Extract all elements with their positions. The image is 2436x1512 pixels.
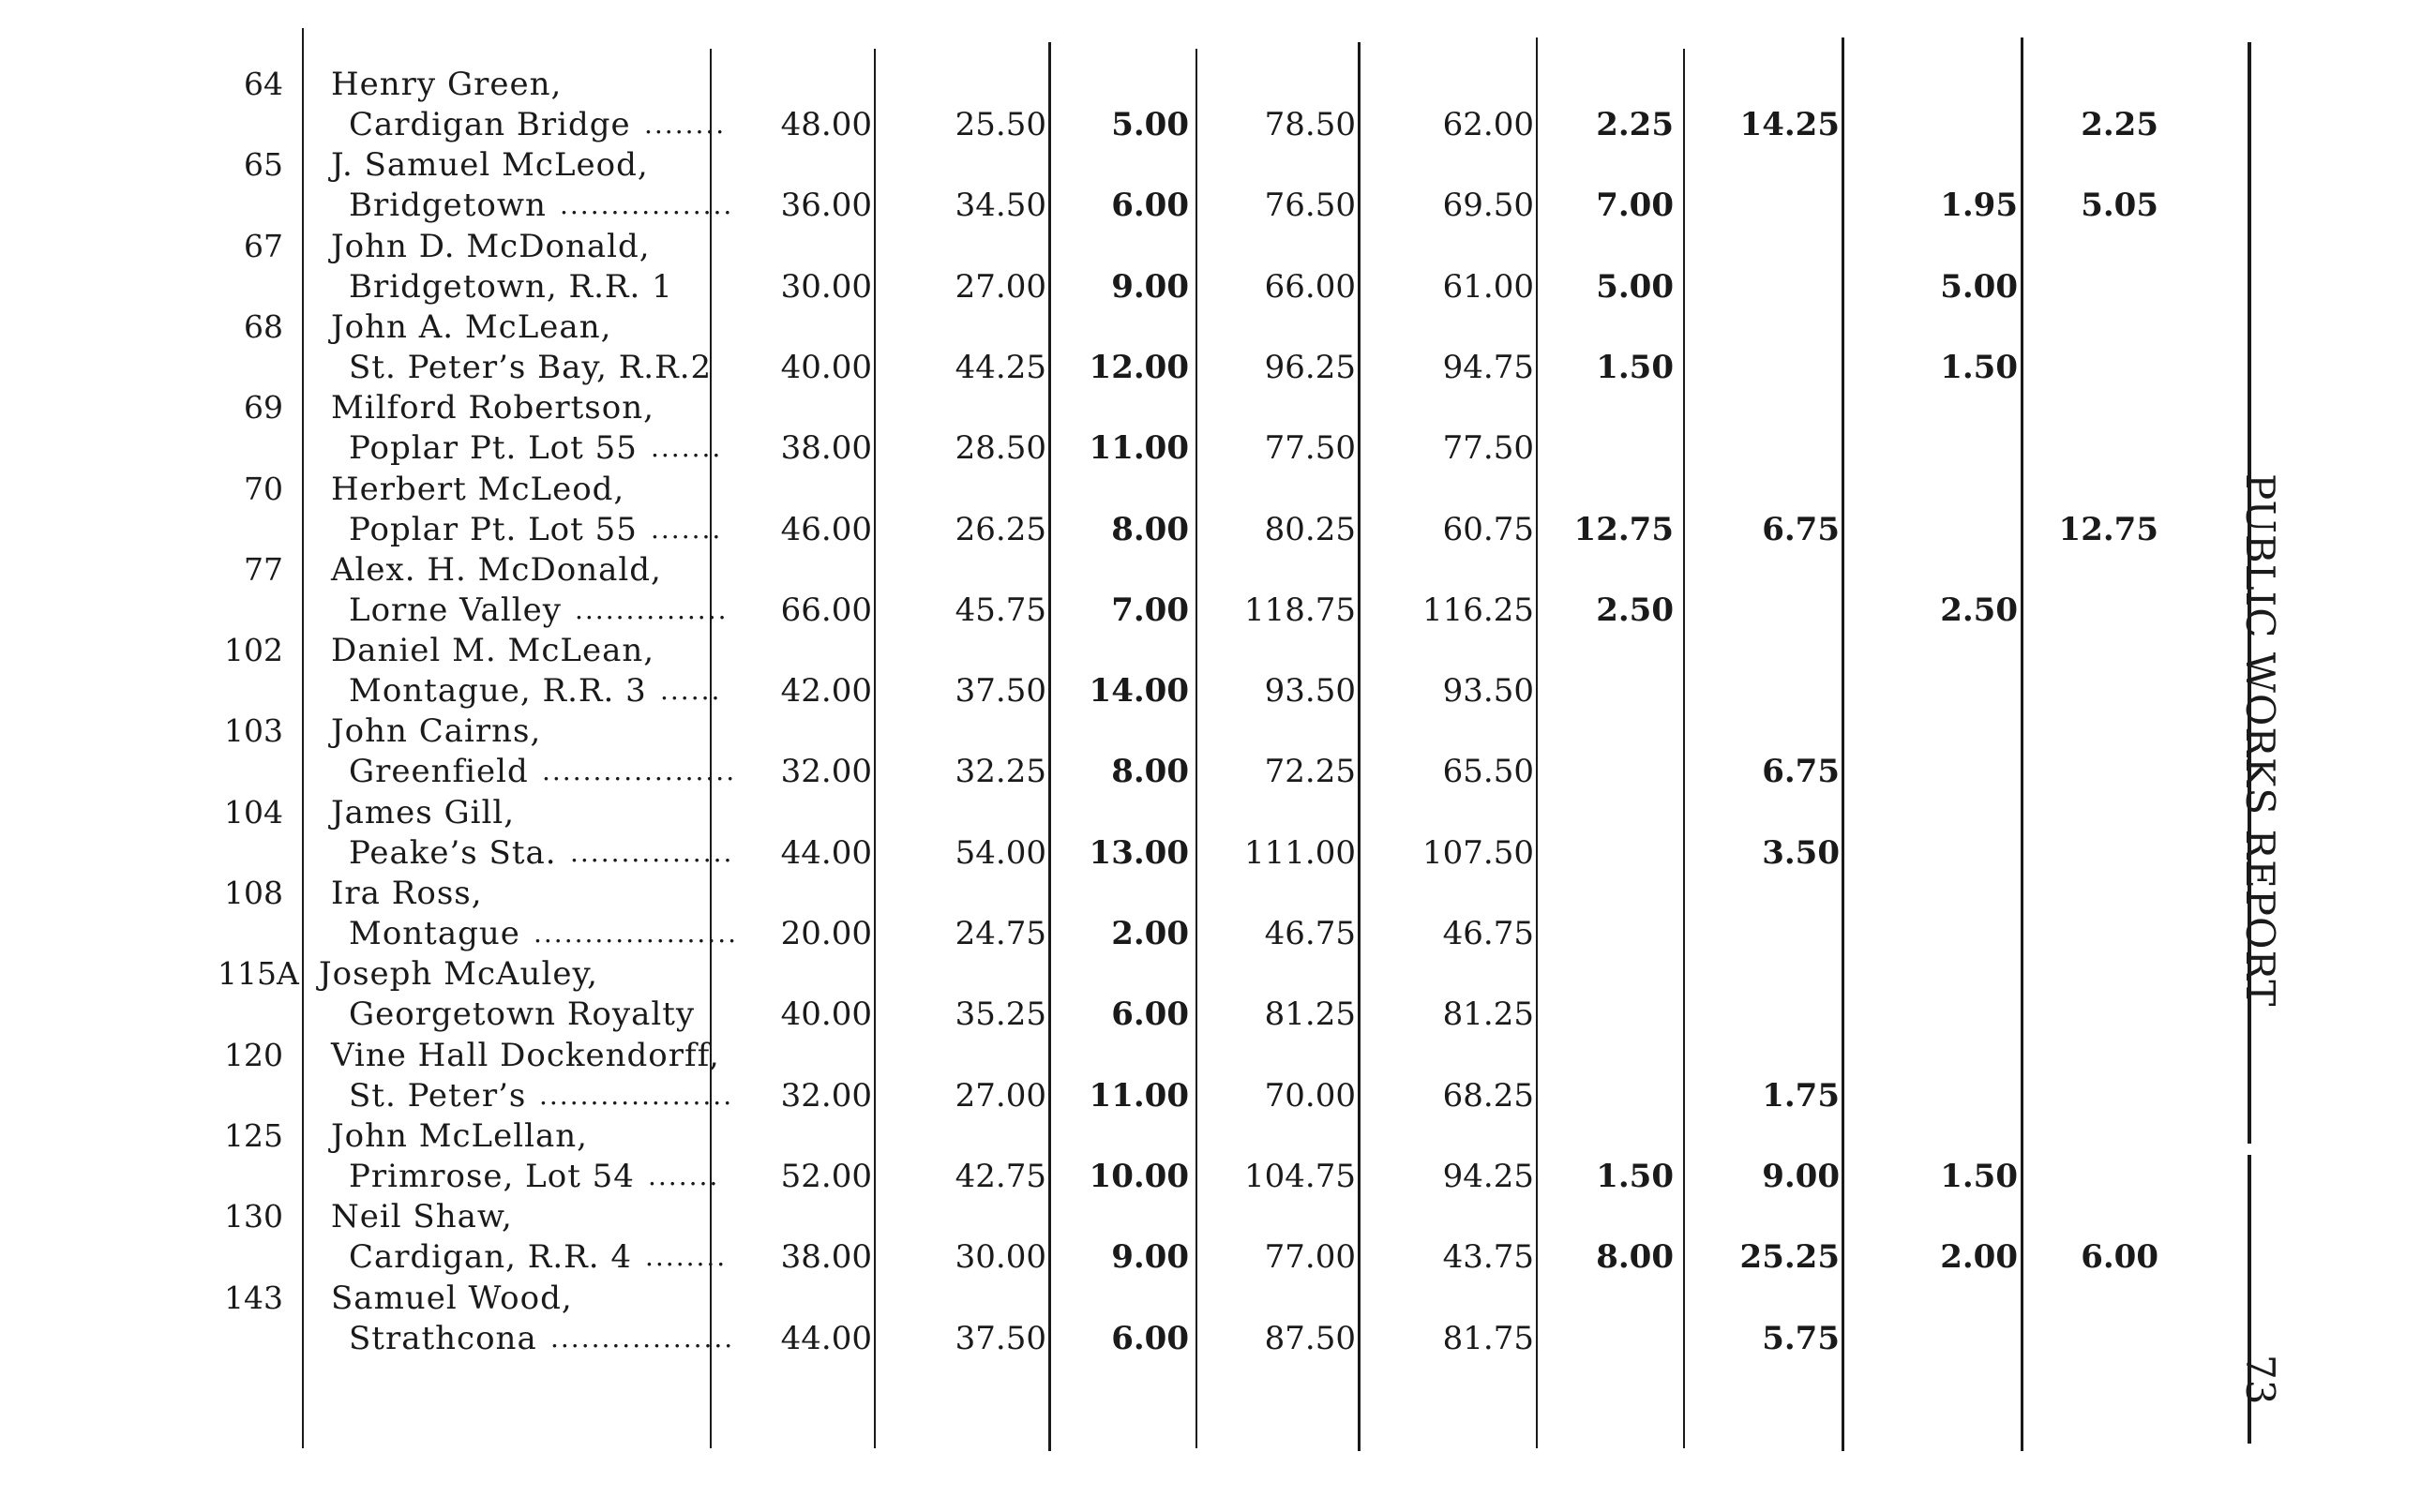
- row-number: 108: [224, 875, 283, 911]
- leader-dots: ...................: [542, 756, 737, 787]
- payee-name: James Gill,: [331, 793, 516, 831]
- leader-dots: ...............: [575, 593, 729, 625]
- amount-col-5: 94.75: [1442, 348, 1534, 386]
- amount-col-3: 8.00: [1111, 510, 1189, 548]
- amount-col-3: 6.00: [1111, 187, 1189, 225]
- amount-col-1: 44.00: [780, 833, 872, 872]
- row-number: 70: [244, 470, 283, 507]
- payee-name: J. Samuel McLeod,: [331, 146, 649, 185]
- payee-address: Montague: [349, 915, 520, 952]
- amount-col-7: 25.25: [1739, 1238, 1840, 1277]
- row-number: 65: [244, 146, 283, 184]
- leader-dots: ..................: [550, 1322, 735, 1354]
- amount-col-8: 1.50: [1940, 1157, 2018, 1195]
- amount-col-1: 38.00: [780, 429, 872, 468]
- leader-dots: [686, 268, 703, 306]
- payee-name: Alex. H. McDonald,: [331, 550, 662, 589]
- payee-address: Poplar Pt. Lot 55: [349, 510, 638, 548]
- amount-col-1: 46.00: [780, 510, 872, 548]
- amount-col-4: 111.00: [1244, 833, 1356, 872]
- amount-col-1: 48.00: [780, 106, 872, 143]
- leader-dots: .......: [651, 513, 723, 545]
- amount-col-5: 68.25: [1442, 1076, 1534, 1115]
- amount-col-3: 12.00: [1089, 348, 1189, 386]
- row-number: 103: [224, 712, 283, 750]
- amount-col-8: 1.50: [1940, 348, 2018, 386]
- amount-col-7: 1.75: [1762, 1076, 1840, 1115]
- row-number: 102: [224, 632, 283, 669]
- amount-col-2: 44.25: [955, 348, 1046, 386]
- amount-col-4: 66.00: [1264, 267, 1356, 306]
- amount-col-5: 116.25: [1422, 591, 1534, 629]
- payee-address: Lorne Valley: [349, 591, 562, 629]
- amount-col-1: 32.00: [780, 753, 872, 791]
- amount-col-1: 40.00: [780, 348, 872, 386]
- amount-col-6: 1.50: [1596, 1157, 1674, 1195]
- amount-col-8: 1.95: [1940, 187, 2018, 225]
- amount-col-4: 77.50: [1264, 429, 1356, 468]
- table-row: [0, 1276, 2436, 1356]
- amount-col-6: 2.25: [1596, 106, 1674, 143]
- table-row: [0, 628, 2436, 709]
- row-number: 130: [224, 1198, 283, 1235]
- amount-col-9: 2.25: [2081, 106, 2158, 143]
- row-number: 120: [224, 1036, 283, 1073]
- payee-name: Henry Green,: [331, 66, 563, 103]
- payee-address: Poplar Pt. Lot 55: [349, 429, 638, 468]
- table-row: [0, 305, 2436, 385]
- report-title: PUBLIC WORKS REPORT: [2237, 473, 2283, 1008]
- amount-col-2: 42.75: [955, 1157, 1046, 1195]
- leader-dots: ...................: [539, 1079, 734, 1111]
- page-number: 73: [2237, 1355, 2283, 1405]
- amount-col-3: 5.00: [1111, 106, 1189, 143]
- amount-col-3: 11.00: [1089, 429, 1189, 468]
- amount-col-7: 9.00: [1762, 1157, 1840, 1195]
- payee-address: St. Peter’s Bay, R.R.2: [349, 348, 713, 386]
- leader-dots: .......: [648, 1160, 720, 1191]
- amount-col-2: 25.50: [955, 106, 1046, 143]
- amount-col-3: 6.00: [1111, 996, 1189, 1034]
- amount-col-1: 44.00: [780, 1319, 872, 1357]
- amount-col-4: 77.00: [1264, 1238, 1356, 1277]
- amount-col-6: 7.00: [1596, 187, 1674, 225]
- row-number: 69: [244, 389, 283, 427]
- amount-col-2: 28.50: [955, 429, 1046, 468]
- amount-col-7: 6.75: [1762, 510, 1840, 548]
- amount-col-4: 118.75: [1244, 591, 1356, 629]
- amount-col-5: 69.50: [1442, 187, 1534, 225]
- payee-address: Montague, R.R. 3: [349, 672, 647, 711]
- row-number: 143: [224, 1279, 283, 1316]
- amount-col-5: 94.25: [1442, 1157, 1534, 1195]
- leader-dots: ......: [660, 675, 722, 707]
- payee-name: John D. McDonald,: [331, 227, 651, 265]
- amount-col-4: 76.50: [1264, 187, 1356, 225]
- amount-col-1: 42.00: [780, 672, 872, 711]
- table-row: [0, 385, 2436, 466]
- leader-dots: ................: [570, 836, 734, 868]
- leader-dots: ........: [645, 1241, 728, 1273]
- amount-col-1: 36.00: [780, 187, 872, 225]
- amount-col-3: 9.00: [1111, 267, 1189, 306]
- table-row: [0, 1194, 2436, 1275]
- amount-col-5: 60.75: [1442, 510, 1534, 548]
- amount-col-2: 45.75: [955, 591, 1046, 629]
- amount-col-4: 93.50: [1264, 672, 1356, 711]
- amount-col-2: 37.50: [955, 1319, 1046, 1357]
- amount-col-5: 107.50: [1422, 833, 1534, 872]
- amount-col-9: 12.75: [2058, 510, 2158, 548]
- amount-col-4: 87.50: [1264, 1319, 1356, 1357]
- amount-col-2: 27.00: [955, 267, 1046, 306]
- amount-col-3: 2.00: [1111, 915, 1189, 952]
- amount-col-2: 24.75: [955, 915, 1046, 952]
- amount-col-2: 34.50: [955, 187, 1046, 225]
- table-row: [0, 62, 2436, 142]
- amount-col-1: 40.00: [780, 996, 872, 1034]
- amount-col-5: 61.00: [1442, 267, 1534, 306]
- table-row: [0, 790, 2436, 871]
- amount-col-2: 35.25: [955, 996, 1046, 1034]
- amount-col-3: 13.00: [1089, 833, 1189, 872]
- amount-col-4: 70.00: [1264, 1076, 1356, 1115]
- amount-col-3: 10.00: [1089, 1157, 1189, 1195]
- payee-address: Cardigan Bridge: [349, 106, 631, 143]
- amount-col-5: 81.25: [1442, 996, 1534, 1034]
- payee-address: Peake’s Sta.: [349, 833, 557, 872]
- amount-col-4: 96.25: [1264, 348, 1356, 386]
- payee-name: Joseph McAuley,: [319, 955, 598, 994]
- table-row: [0, 1033, 2436, 1114]
- payee-address: Strathcona: [349, 1319, 537, 1357]
- amount-col-6: 1.50: [1596, 348, 1674, 386]
- amount-col-2: 27.00: [955, 1076, 1046, 1115]
- amount-col-6: 8.00: [1596, 1238, 1674, 1277]
- payee-address: Bridgetown: [349, 187, 547, 225]
- amount-col-1: 52.00: [780, 1157, 872, 1195]
- payee-name: John A. McLean,: [331, 307, 612, 346]
- amount-col-3: 8.00: [1111, 753, 1189, 791]
- row-number: 125: [224, 1116, 283, 1154]
- leader-dots: ....................: [534, 918, 739, 949]
- amount-col-4: 72.25: [1264, 753, 1356, 791]
- amount-col-4: 81.25: [1264, 996, 1356, 1034]
- table-row: [0, 547, 2436, 628]
- amount-col-7: 14.25: [1739, 106, 1840, 143]
- payee-address: Greenfield: [349, 753, 529, 791]
- amount-col-5: 46.75: [1442, 915, 1534, 952]
- amount-col-8: 2.50: [1940, 591, 2018, 629]
- amount-col-5: 81.75: [1442, 1319, 1534, 1357]
- amount-col-3: 7.00: [1111, 591, 1189, 629]
- row-number: 115A: [218, 955, 299, 993]
- payee-name: John McLellan,: [331, 1116, 588, 1155]
- amount-col-3: 6.00: [1111, 1319, 1189, 1357]
- table-row: [0, 142, 2436, 223]
- payee-address: St. Peter’s: [349, 1076, 527, 1115]
- amount-col-5: 77.50: [1442, 429, 1534, 468]
- amount-col-3: 9.00: [1111, 1238, 1189, 1277]
- amount-col-4: 80.25: [1264, 510, 1356, 548]
- amount-col-2: 32.25: [955, 753, 1046, 791]
- amount-col-3: 14.00: [1089, 672, 1189, 711]
- amount-col-9: 5.05: [2081, 187, 2158, 225]
- amount-col-1: 30.00: [780, 267, 872, 306]
- row-number: 68: [244, 307, 283, 345]
- payee-address: Cardigan, R.R. 4: [349, 1238, 632, 1277]
- leader-dots: ........: [644, 109, 727, 140]
- payee-name: John Cairns,: [331, 712, 542, 751]
- amount-col-8: 5.00: [1940, 267, 2018, 306]
- amount-col-2: 54.00: [955, 833, 1046, 872]
- payee-address: Georgetown Royalty: [349, 996, 696, 1034]
- payee-name: Ira Ross,: [331, 875, 483, 912]
- amount-col-5: 43.75: [1442, 1238, 1534, 1277]
- amount-col-3: 11.00: [1089, 1076, 1189, 1115]
- payee-name: Vine Hall Dockendorff,: [331, 1036, 720, 1074]
- table-row: [0, 709, 2436, 789]
- amount-col-7: 3.50: [1762, 833, 1840, 872]
- row-number: 64: [244, 66, 283, 102]
- table-row: [0, 951, 2436, 1032]
- amount-col-7: 6.75: [1762, 753, 1840, 791]
- amount-col-5: 62.00: [1442, 106, 1534, 143]
- amount-col-8: 2.00: [1940, 1238, 2018, 1277]
- payee-address: Primrose, Lot 54: [349, 1157, 635, 1195]
- payee-name: Daniel M. McLean,: [331, 632, 655, 670]
- table-row: [0, 871, 2436, 951]
- amount-col-4: 104.75: [1244, 1157, 1356, 1195]
- amount-col-2: 37.50: [955, 672, 1046, 711]
- amount-col-7: 5.75: [1762, 1319, 1840, 1357]
- amount-col-1: 66.00: [780, 591, 872, 629]
- table-row: [0, 1114, 2436, 1194]
- amount-col-1: 32.00: [780, 1076, 872, 1115]
- amount-col-5: 65.50: [1442, 753, 1534, 791]
- table-row: [0, 224, 2436, 305]
- payee-name: Samuel Wood,: [331, 1279, 573, 1317]
- payee-name: Milford Robertson,: [331, 389, 654, 427]
- amount-col-9: 6.00: [2081, 1238, 2158, 1277]
- amount-col-1: 38.00: [780, 1238, 872, 1277]
- amount-col-2: 26.25: [955, 510, 1046, 548]
- amount-col-4: 46.75: [1264, 915, 1356, 952]
- payee-name: Neil Shaw,: [331, 1198, 513, 1236]
- amount-col-6: 5.00: [1596, 267, 1674, 306]
- amount-col-4: 78.50: [1264, 106, 1356, 143]
- amount-col-5: 93.50: [1442, 672, 1534, 711]
- table-row: [0, 467, 2436, 547]
- row-number: 104: [224, 793, 283, 831]
- amount-col-6: 12.75: [1573, 510, 1674, 548]
- amount-col-2: 30.00: [955, 1238, 1046, 1277]
- leader-dots: .......: [651, 432, 723, 464]
- leader-dots: .................: [560, 189, 734, 221]
- amount-col-6: 2.50: [1596, 591, 1674, 629]
- row-number: 67: [244, 227, 283, 264]
- amount-col-1: 20.00: [780, 915, 872, 952]
- payee-name: Herbert McLeod,: [331, 470, 625, 508]
- payee-address: Bridgetown, R.R. 1: [349, 267, 673, 306]
- row-number: 77: [244, 550, 283, 588]
